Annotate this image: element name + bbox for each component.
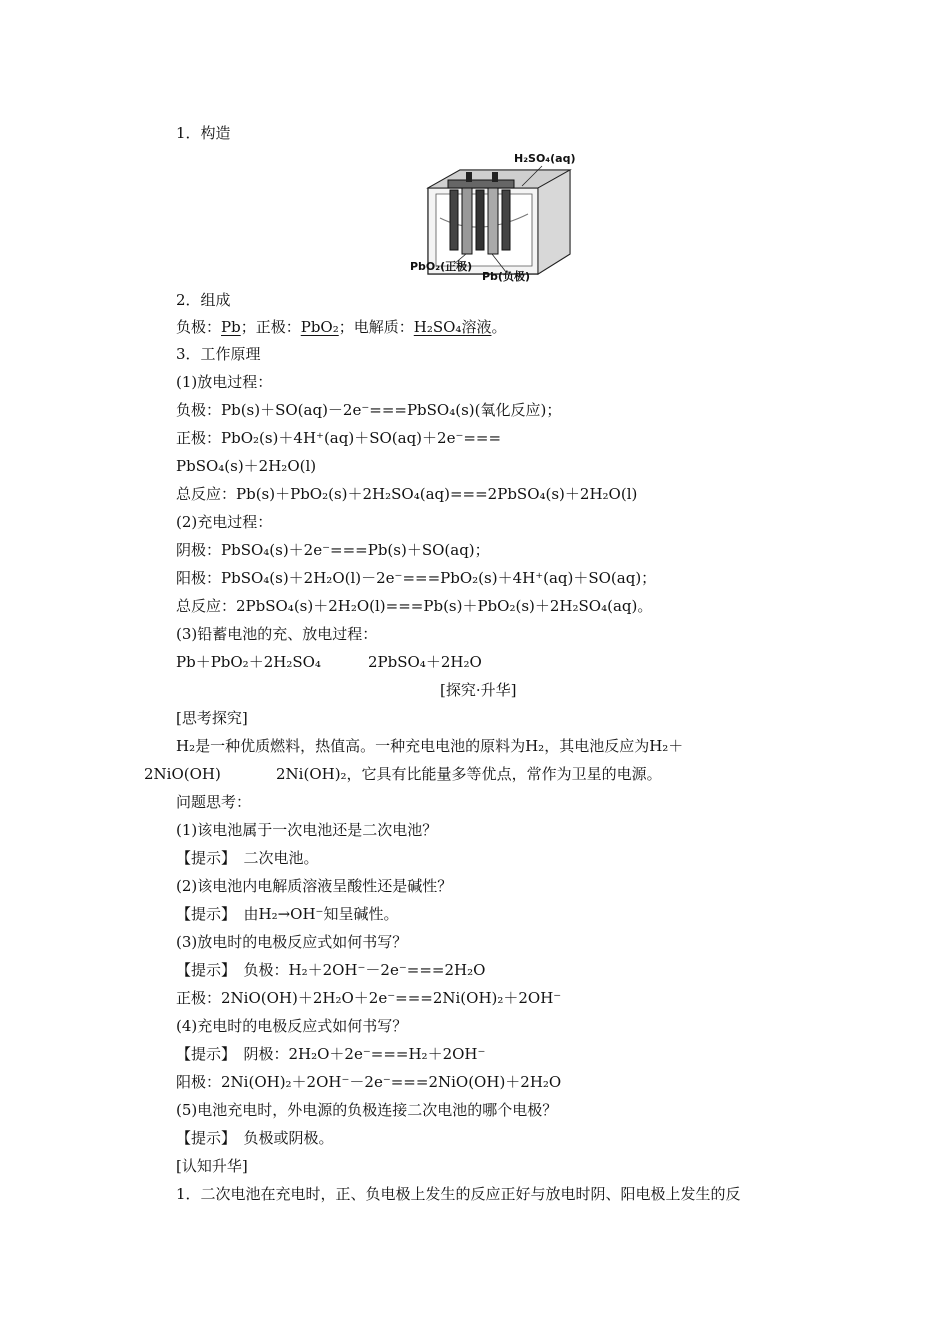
figure-label-negative: Pb(负极) <box>482 270 530 283</box>
intro-line-2b: 2Ni(OH)₂，它具有比能量多等优点，常作为卫星的电源。 <box>276 765 662 783</box>
intro-line-1: H₂是一种优质燃料，热值高。一种充电电池的原料为H₂，其电池反应为H₂＋ <box>176 737 684 755</box>
answer-3b: 正极：2NiO(OH)＋2H₂O＋2e⁻===2Ni(OH)₂＋2OH⁻ <box>176 989 562 1007</box>
charge-cathode: 阴极：PbSO₄(s)＋2e⁻===Pb(s)＋SO(aq)； <box>176 541 490 559</box>
discharge-positive-1: 正极：PbO₂(s)＋4H⁺(aq)＋SO(aq)＋2e⁻=== <box>176 429 502 447</box>
charge-heading: (2)充电过程： <box>176 513 273 531</box>
cycle-right: 2PbSO₄＋2H₂O <box>368 653 482 671</box>
discharge-heading: (1)放电过程： <box>176 373 273 391</box>
question-1: (1)该电池属于一次电池还是二次电池？ <box>176 821 438 839</box>
composition-line <box>176 317 506 337</box>
pos-label: ；正极： <box>240 318 301 336</box>
answer-5: 【提示】 负极或阴极。 <box>176 1129 334 1147</box>
answer-3: 【提示】 负极：H₂＋2OH⁻－2e⁻===2H₂O <box>176 961 486 979</box>
charge-anode: 阳极：PbSO₄(s)＋2H₂O(l)－2e⁻===PbO₂(s)＋4H⁺(aq)＋SO(aq)； <box>176 569 657 587</box>
composition-end: 。 <box>491 318 507 336</box>
question-5: (5)电池充电时，外电源的负极连接二次电池的哪个电极？ <box>176 1101 558 1119</box>
cycle-left: Pb＋PbO₂＋2H₂SO₄ <box>176 653 321 671</box>
section-title: [探究·升华] <box>440 681 517 699</box>
answer-1: 【提示】 二次电池。 <box>176 849 319 867</box>
pos-value: PbO₂ <box>300 318 339 336</box>
question-3: (3)放电时的电极反应式如何书写？ <box>176 933 408 951</box>
cognition-title: [认知升华] <box>176 1157 248 1175</box>
electrolyte-value: H₂SO₄溶液 <box>413 318 492 336</box>
lead-acid-battery-figure <box>410 148 590 288</box>
question-4: (4)充电时的电极反应式如何书写？ <box>176 1017 408 1035</box>
composition-heading: 2．组成 <box>176 291 231 309</box>
discharge-positive-2: PbSO₄(s)＋2H₂O(l) <box>176 457 317 475</box>
electrolyte-label: ；电解质： <box>338 318 414 336</box>
principle-heading: 3．工作原理 <box>176 345 261 363</box>
neg-label: 负极： <box>176 318 222 336</box>
intro-line-2a: 2NiO(OH) <box>144 765 221 783</box>
charge-total: 总反应：2PbSO₄(s)＋2H₂O(l)===Pb(s)＋PbO₂(s)＋2H₂SO₄(aq)。 <box>176 597 653 615</box>
answer-4: 【提示】 阴极：2H₂O＋2e⁻===H₂＋2OH⁻ <box>176 1045 486 1063</box>
neg-value: Pb <box>221 318 241 336</box>
question-2: (2)该电池内电解质溶液呈酸性还是碱性？ <box>176 877 453 895</box>
cycle-heading: (3)铅蓄电池的充、放电过程： <box>176 625 378 643</box>
think-title: [思考探究] <box>176 709 248 727</box>
answer-2: 【提示】 由H₂→OH⁻知呈碱性。 <box>176 905 399 923</box>
discharge-total: 总反应：Pb(s)＋PbO₂(s)＋2H₂SO₄(aq)===2PbSO₄(s)＋2H₂O(l) <box>176 485 638 503</box>
figure-label-electrolyte: H₂SO₄(aq) <box>514 152 576 165</box>
figure-label-positive: PbO₂(正极) <box>410 260 473 273</box>
discharge-negative: 负极：Pb(s)＋SO(aq)－2e⁻===PbSO₄(s)(氧化反应)； <box>176 401 562 419</box>
questions-title: 问题思考： <box>176 793 252 811</box>
answer-4b: 阳极：2Ni(OH)₂＋2OH⁻－2e⁻===2NiO(OH)＋2H₂O <box>176 1073 562 1091</box>
structure-heading: 1．构造 <box>176 124 231 142</box>
cognition-point-1: 1．二次电池在充电时，正、负电极上发生的反应正好与放电时阴、阳电极上发生的反 <box>176 1185 741 1203</box>
